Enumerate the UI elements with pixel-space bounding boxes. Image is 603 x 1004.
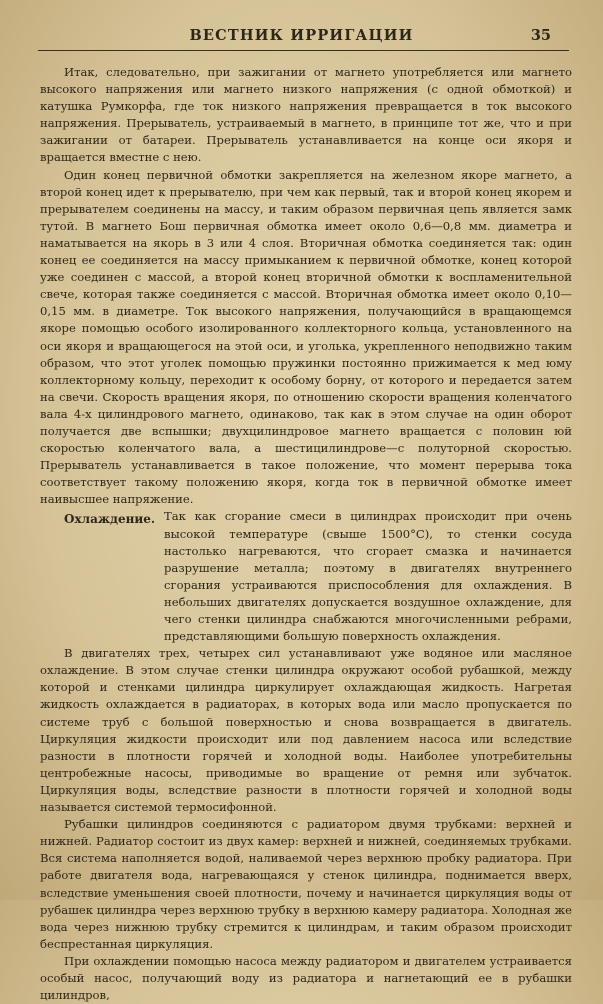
paragraph: Так как сгорание смеси в цилиндрах происходит при очень высокой температуре (свыше 1500°С), то стенки сосуда настолько нагреваются, что сгорает смазка и начинается разрушение металла; поэтому в двигателях внутреннего сгорания устраиваются приспособления для охлаждения. В небольших двигателях допускается воздушное охлаждение, для чего стенки цилиндра снабжаются многочисленными ребрами, представляющими большую поверхность охлаждения. (164, 509, 572, 644)
paragraph: При охлаждении помощью насоса между радиатором и двигателем устраивается особый насос, получающий воду из радиатора и нагнетающий ее в рубашки цилиндров, (40, 953, 572, 1003)
paragraph: В двигателях трех, четырех сил устанавливают уже водяное или масляное охлаждение. В этом случае стенки цилиндра окружают особой рубашкой, между которой и стенками цилиндра циркулирует охлаждающая жидкость. Нагретая жидкость охлаждается в радиаторах, в которых вода или масло пропускается по системе труб с большой поверхностью и снова возвращается в двигатель. Циркуляция жидкости происходит или под давлением насоса или вследствие разности в плотности горячей и холодной воды. Наиболее употребительны центробежные насосы, приводимые во вращение от ремня или зубчаток. Циркуляция воды, вследствие разности в плотности горячей и холодной воды называется системой термосифонной. (40, 646, 572, 815)
header-rule (38, 50, 569, 51)
subsection-cooling (40, 508, 572, 645)
paragraph: Итак, следовательно, при зажигании от магнето употребляется или магнето высокого напряжения или магнето низкого напряжения (с одной обмоткой) и катушка Румкорфа, где ток низкого напряжения превращается в ток высокого напряжения. Прерыватель, устраиваемый в магнето, в принципе тот же, что и при зажигании от батареи. Прерыватель устанавливается на конце оси якоря и вращается вместне с нею. (40, 65, 572, 165)
page-number: 35 (530, 27, 551, 44)
article-body (40, 64, 572, 1004)
subsection-heading: Охлаждение. (64, 512, 156, 527)
paragraph: Один конец первичной обмотки закрепляется на железном якоре магнето, а второй конец идет к прерывателю, при чем как первый, так и второй конец якорем и прерывателем соединены на массу, и таким образом первичная цепь является замк тутой. В магнето Бош первичная обмотка имеет около 0,6—0,8 мм. диаметра и наматывается на якорь в 3 или 4 слоя. Вторичная обмотка соединяется так: один конец ее соединяется на массу примыканием к первичной обмотке, конец которой уже соединен с массой, а второй конец вторичной обмотки к воспламенительной свече, которая также соединяется с массой. Вторичная обмотка имеет около 0,10—0,15 мм. в диаметре. Ток высокого напряжения, получающийся в вращающемся якоре помощью особого изолированного коллекторного кольца, установленного на оси якоря и вращающегося на этой оси, и уголька, укрепленного неподвижно таким образом, что этот уголек помощью пружинки постоянно прижимается к мед юму коллекторному кольцу, переходит к особому борну, от которого и передается затем на свечи. Скорость вращения якоря, по отношению скорости вращения коленчатого вала 4-х цилиндрового магнето, одинаково, так как в этом случае на один оборот получается две вспышки; двухцилиндровое магнето вращается с половин юй скоростью коленчатого вала, а шестицилиндрове—с полуторной скоростью. Прерыватель устанавливается в такое положение, что момент перерыва тока соответствует такому положению якоря, когда ток в первичной обмотке имеет наивысшее напряжение. (40, 167, 572, 507)
journal-title: ВЕСТНИК ИРРИГАЦИИ (189, 27, 414, 44)
paragraph: Рубашки цилиндров соединяются с радиатором двумя трубками: верхней и нижней. Радиатор состоит из двух камер: верхней и нижней, соединяемых трубками. Вся система наполняется водой, наливаемой через верхнюю пробку радиатора. При работе двигателя вода, нагревающаяся у стенок цилиндра, поднимается вверх, вследствие уменьшения своей плотности, почему и начинается циркуляция воды от рубашек цилиндра через верхнюю трубку в верхнюю камеру радиатора. Холодная же вода через нижнюю трубку стремится к цилиндрам, и таким образом происходит беспрестанная циркуляция. (40, 817, 572, 951)
running-header (36, 26, 567, 48)
